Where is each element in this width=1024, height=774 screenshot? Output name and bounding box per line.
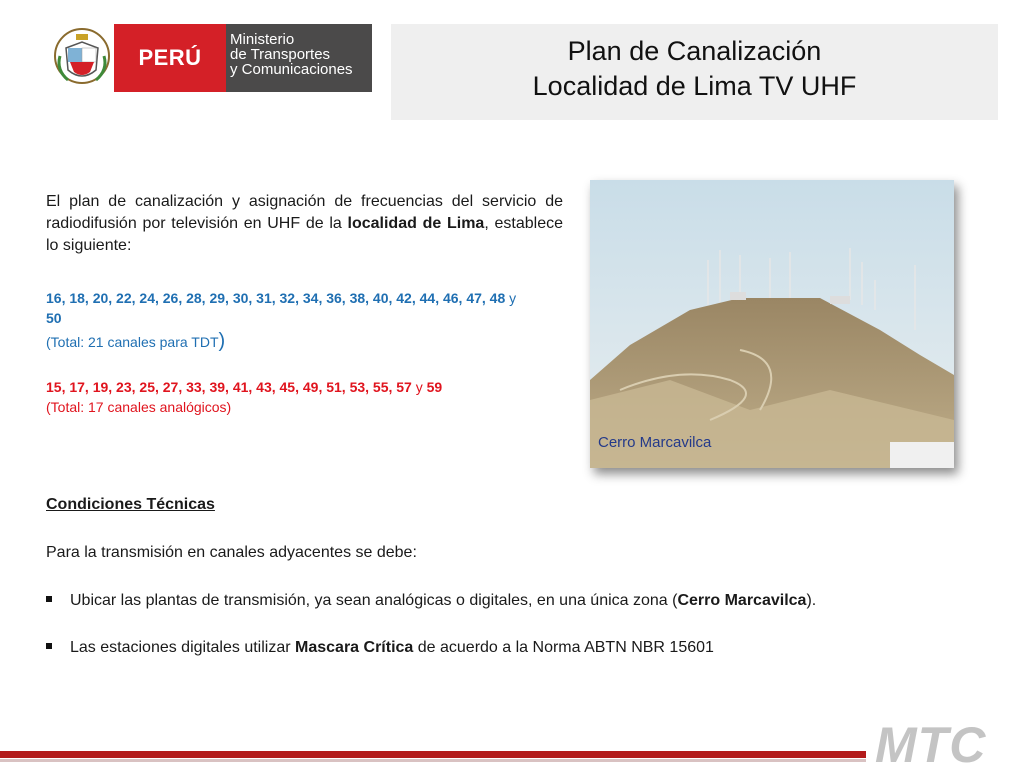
ministry-line-2: de Transportes bbox=[230, 46, 331, 63]
digital-channels: 16, 18, 20, 22, 24, 26, 28, 29, 30, 31, 32, 34, 36, 38, 40, 42, 44, 46, 47, 48 bbox=[46, 290, 506, 306]
bullet-square-icon bbox=[46, 596, 52, 602]
hill-illustration bbox=[590, 180, 954, 468]
ministry-logo bbox=[50, 24, 372, 92]
footer-rule-shadow bbox=[0, 759, 866, 762]
photo-caption: Cerro Marcavilca bbox=[598, 434, 712, 451]
bullet1-before: Ubicar las plantas de transmisión, ya sean analógicas o digitales, en una única zona ( bbox=[70, 592, 678, 609]
intro-text-2: , establece lo siguiente: bbox=[46, 215, 563, 254]
intro-text-1: El plan de canalización y asignación de frecuencias del servicio de radiodifusión por televisión en UHF de la bbox=[46, 193, 563, 232]
slide-title bbox=[391, 24, 998, 120]
analog-channel-list bbox=[46, 377, 563, 397]
digital-total-text: (Total: 21 canales para TDT bbox=[46, 334, 219, 350]
intro-paragraph bbox=[46, 191, 563, 257]
cerro-marcavilca-photo bbox=[590, 180, 954, 468]
title-line-1: Plan de Canalización bbox=[567, 36, 822, 66]
digital-last-channel: 50 bbox=[46, 310, 62, 326]
bullet-item-2 bbox=[46, 639, 714, 657]
analog-channels: 15, 17, 19, 23, 25, 27, 33, 39, 41, 43, 45, 49, 51, 53, 55, 57 bbox=[46, 379, 412, 395]
bullet2-after: de acuerdo a la Norma ABTN NBR 15601 bbox=[413, 639, 714, 656]
intro-bold: localidad de Lima bbox=[347, 215, 485, 232]
title-line-2: Localidad de Lima TV UHF bbox=[532, 71, 857, 101]
bullet2-before: Las estaciones digitales utilizar bbox=[70, 639, 296, 656]
bullet1-bold: Cerro Marcavilca bbox=[677, 592, 807, 609]
ministry-name bbox=[226, 24, 372, 92]
digital-conj: y bbox=[505, 290, 517, 306]
ministry-line-3: y Comunicaciones bbox=[230, 61, 353, 78]
peru-label: PERÚ bbox=[114, 24, 226, 92]
bullet2-bold: Mascara Crítica bbox=[295, 639, 414, 656]
bullet1-after: ). bbox=[806, 592, 817, 609]
mtc-logo: MTC bbox=[875, 717, 987, 773]
conditions-title: Condiciones Técnicas bbox=[46, 496, 215, 513]
analog-conj: y bbox=[411, 379, 427, 395]
bullet-square-icon bbox=[46, 643, 52, 649]
coat-of-arms-icon bbox=[52, 26, 112, 90]
analog-last-channel: 59 bbox=[426, 379, 443, 395]
footer-rule bbox=[0, 751, 866, 758]
digital-total bbox=[46, 331, 225, 352]
conditions-intro: Para la transmisión en canales adyacentes se debe: bbox=[46, 544, 417, 561]
digital-channel-list bbox=[46, 288, 563, 328]
analog-total: (Total: 17 canales analógicos) bbox=[46, 399, 232, 415]
digital-total-close: ) bbox=[218, 330, 226, 352]
ministry-line-1: Ministerio bbox=[230, 31, 295, 48]
bullet-item-1 bbox=[46, 592, 816, 610]
